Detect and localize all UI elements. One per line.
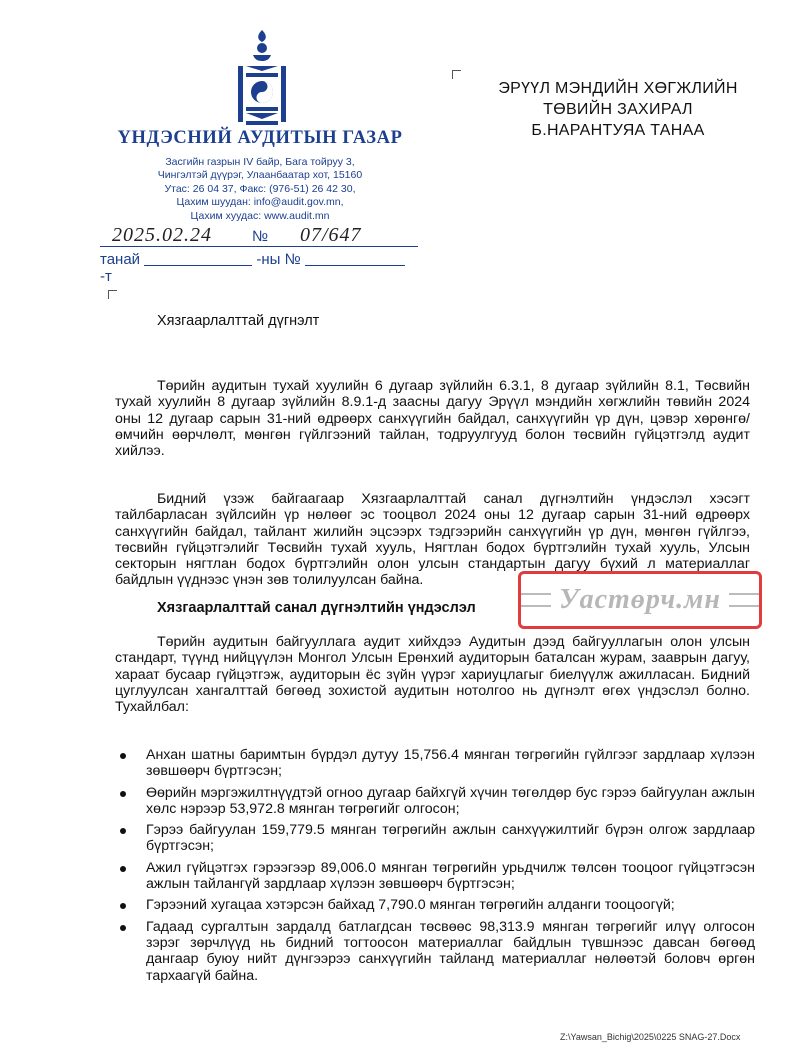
number-sign: № [252,228,269,245]
website-line: Цахим хуудас: www.audit.mn [190,209,330,222]
bullet-icon [120,828,126,834]
bullet-icon [120,903,126,909]
list-item-text: Гадаад сургалтын зардалд батлагдсан төсвөөс 98,313.9 мянган төгрөгийг илүү олгосон зэрэг зөрчлүүд нь бидний тогтоосон материаллаг байдлын түвшнээс давсан бөгөөд дангаар буюу нийт дүнгээрээ санхүүгийн тайланд материаллаг нөлөөтэй боловч өргөн тархаагүй байна. [146,918,755,984]
handwritten-date: 2025.02.24 [112,224,212,246]
bullet-icon [120,791,126,797]
list-item [115,860,755,893]
reply-prefix: танай [100,251,141,268]
section-title: Хязгаарлалттай санал дүгнэлтийн үндэслэл [157,600,476,616]
recipient-line-3: Б.НАРАНТУЯА ТАНАА [531,122,705,139]
phone-line: Утас: 26 04 37, Факс: (976-51) 26 42 30, [164,182,356,195]
address-line-2: Чингэлтэй дүүрэг, Улаанбаатар хот, 15160 [157,169,363,182]
watermark-wing-icon [521,593,551,607]
email-line: Цахим шуудан: info@audit.gov.mn, [176,196,344,209]
list-item-text: Гэрээний хугацаа хэтэрсэн байхад 7,790.0 мянган төгрөгийн алданги тооцоогүй; [146,897,675,914]
paragraph-3: Төрийн аудитын байгууллага аудит хийхдээ Аудитын дээд байгууллагын олон улсын стандарт, түүнд нийцүүлэн Монгол Улсын Ерөнхий аудиторын баталсан журам, зааврын дагуу, хараат бусаар гүйцэтгэж, аудиторын ёс зүйн үүрэг хариуцлагыг биелүүлж ажилласан. Бидний цуглуулсан хангалттай бөгөөд зохистой аудитын нотолгоо нь дүгнэлт өгөх үндэслэл болно. Тухайлбал: [115,634,750,716]
list-item [115,919,755,984]
findings-list [115,747,755,989]
reply-middle: -ны № [256,251,301,268]
list-item [115,747,755,780]
list-item [115,822,755,855]
soyombo-emblem-icon [232,28,292,130]
list-item [115,785,755,818]
reply-number-blank [305,251,405,266]
corner-mark [108,290,117,299]
address-line-1: Засгийн газрын IV байр, Бага тойруу 3, [165,156,355,168]
reply-suffix: -т [100,268,112,285]
recipient-line-2: ТӨВИЙН ЗАХИРАЛ [543,101,693,118]
bullet-icon [120,753,126,759]
list-item [115,897,755,913]
recipient-line-1: ЭРҮҮЛ МЭНДИЙН ХӨГЖЛИЙН [498,80,738,97]
watermark-text: Уастөрч.мн [559,584,721,615]
paragraph-2: Бидний үзэж байгаагаар Хязгаарлалттай санал дүгнэлтийн үндэслэл хэсэгт тайлбарласан зүйлсийн үр нөлөөг эс тооцвол 2024 оны 12 дугаар сарын 31-ний өдрөөрх санхүүгийн байдал, тайлант жилийн эцсээрх тэдгээрийн санхүүгийн үр дүн, мөнгөн гүйлгээ, төсвийн гүйцэтгэлийг Төсвийн тухай хууль, Нягтлан бодох бүртгэлийн тухай хууль, Улсын секторын нягтлан бодох бүртгэлийн олон улсын стандартын дагуу бүхий л материаллаг байдлын үүднээс үнэн зөв толилуулсан байна. [115,491,750,589]
document-title: Хязгаарлалттай дүгнэлт [157,313,320,329]
file-path-footer: Z:\Yawsan_Bichig\2025\0225 SNAG-27.Docx [560,1032,741,1042]
corner-mark [452,70,461,79]
reference-underline [100,246,418,247]
bullet-icon [120,866,126,872]
paragraph-1: Төрийн аудитын тухай хуулийн 6 дугаар зүйлийн 6.3.1, 8 дугаар зүйлийн 8.1, Төсвийн тухай хуулийн 8 дугаар зүйлийн 8.9.1-д заасны дагуу Эрүүл мэндийн хөгжлийн төвийн 2024 оны 12 дугаар сарын 31-ний өдрөөрх санхүүгийн байдал, санхүүгийн үр дүн, цэвэр хөрөнгө/өмчийн өөрчлөлт, мөнгөн гүйлгээний тайлан, тодруулгууд болон төсвийн гүйцэтгэлд аудит хийлээ. [115,378,750,460]
watermark [518,571,762,629]
reply-date-blank [144,251,252,266]
list-item-text: Анхан шатны баримтын бүрдэл дутуу 15,756.4 мянган төгрөгийн гүйлгээг зардлаар хүлээн зөвшөөрч бүртгэсэн; [146,747,755,780]
organization-name: ҮНДЭСНИЙ АУДИТЫН ГАЗАР [117,128,403,148]
watermark-wing-icon [729,593,759,607]
organization-contact [100,156,420,223]
list-item-text: Гэрээ байгуулан 159,779.5 мянган төгрөгийн ажлын санхүүжилтийг бүрэн олгож зардлаар бүртгэсэн; [146,822,755,855]
list-item-text: Өөрийн мэргэжилтнүүдтэй огноо дугаар байхгүй хүчин төгөлдөр бус гэрээ байгуулан ажлын хөлс нэрээр 53,972.8 мянган төгрөгийг олгосон; [146,784,755,817]
list-item-text: Ажил гүйцэтгэх гэрээгээр 89,006.0 мянган төгрөгийн урьдчилж төлсөн тооцоог гүйцэтгэсэн ажлын тайлангүй зардлаар хүлээн зөвшөөрч бүртгэсэн; [146,859,755,893]
reference-row-2 [100,251,420,285]
recipient-block [488,78,748,141]
bullet-icon [120,925,126,931]
handwritten-number: 07/647 [300,224,362,246]
